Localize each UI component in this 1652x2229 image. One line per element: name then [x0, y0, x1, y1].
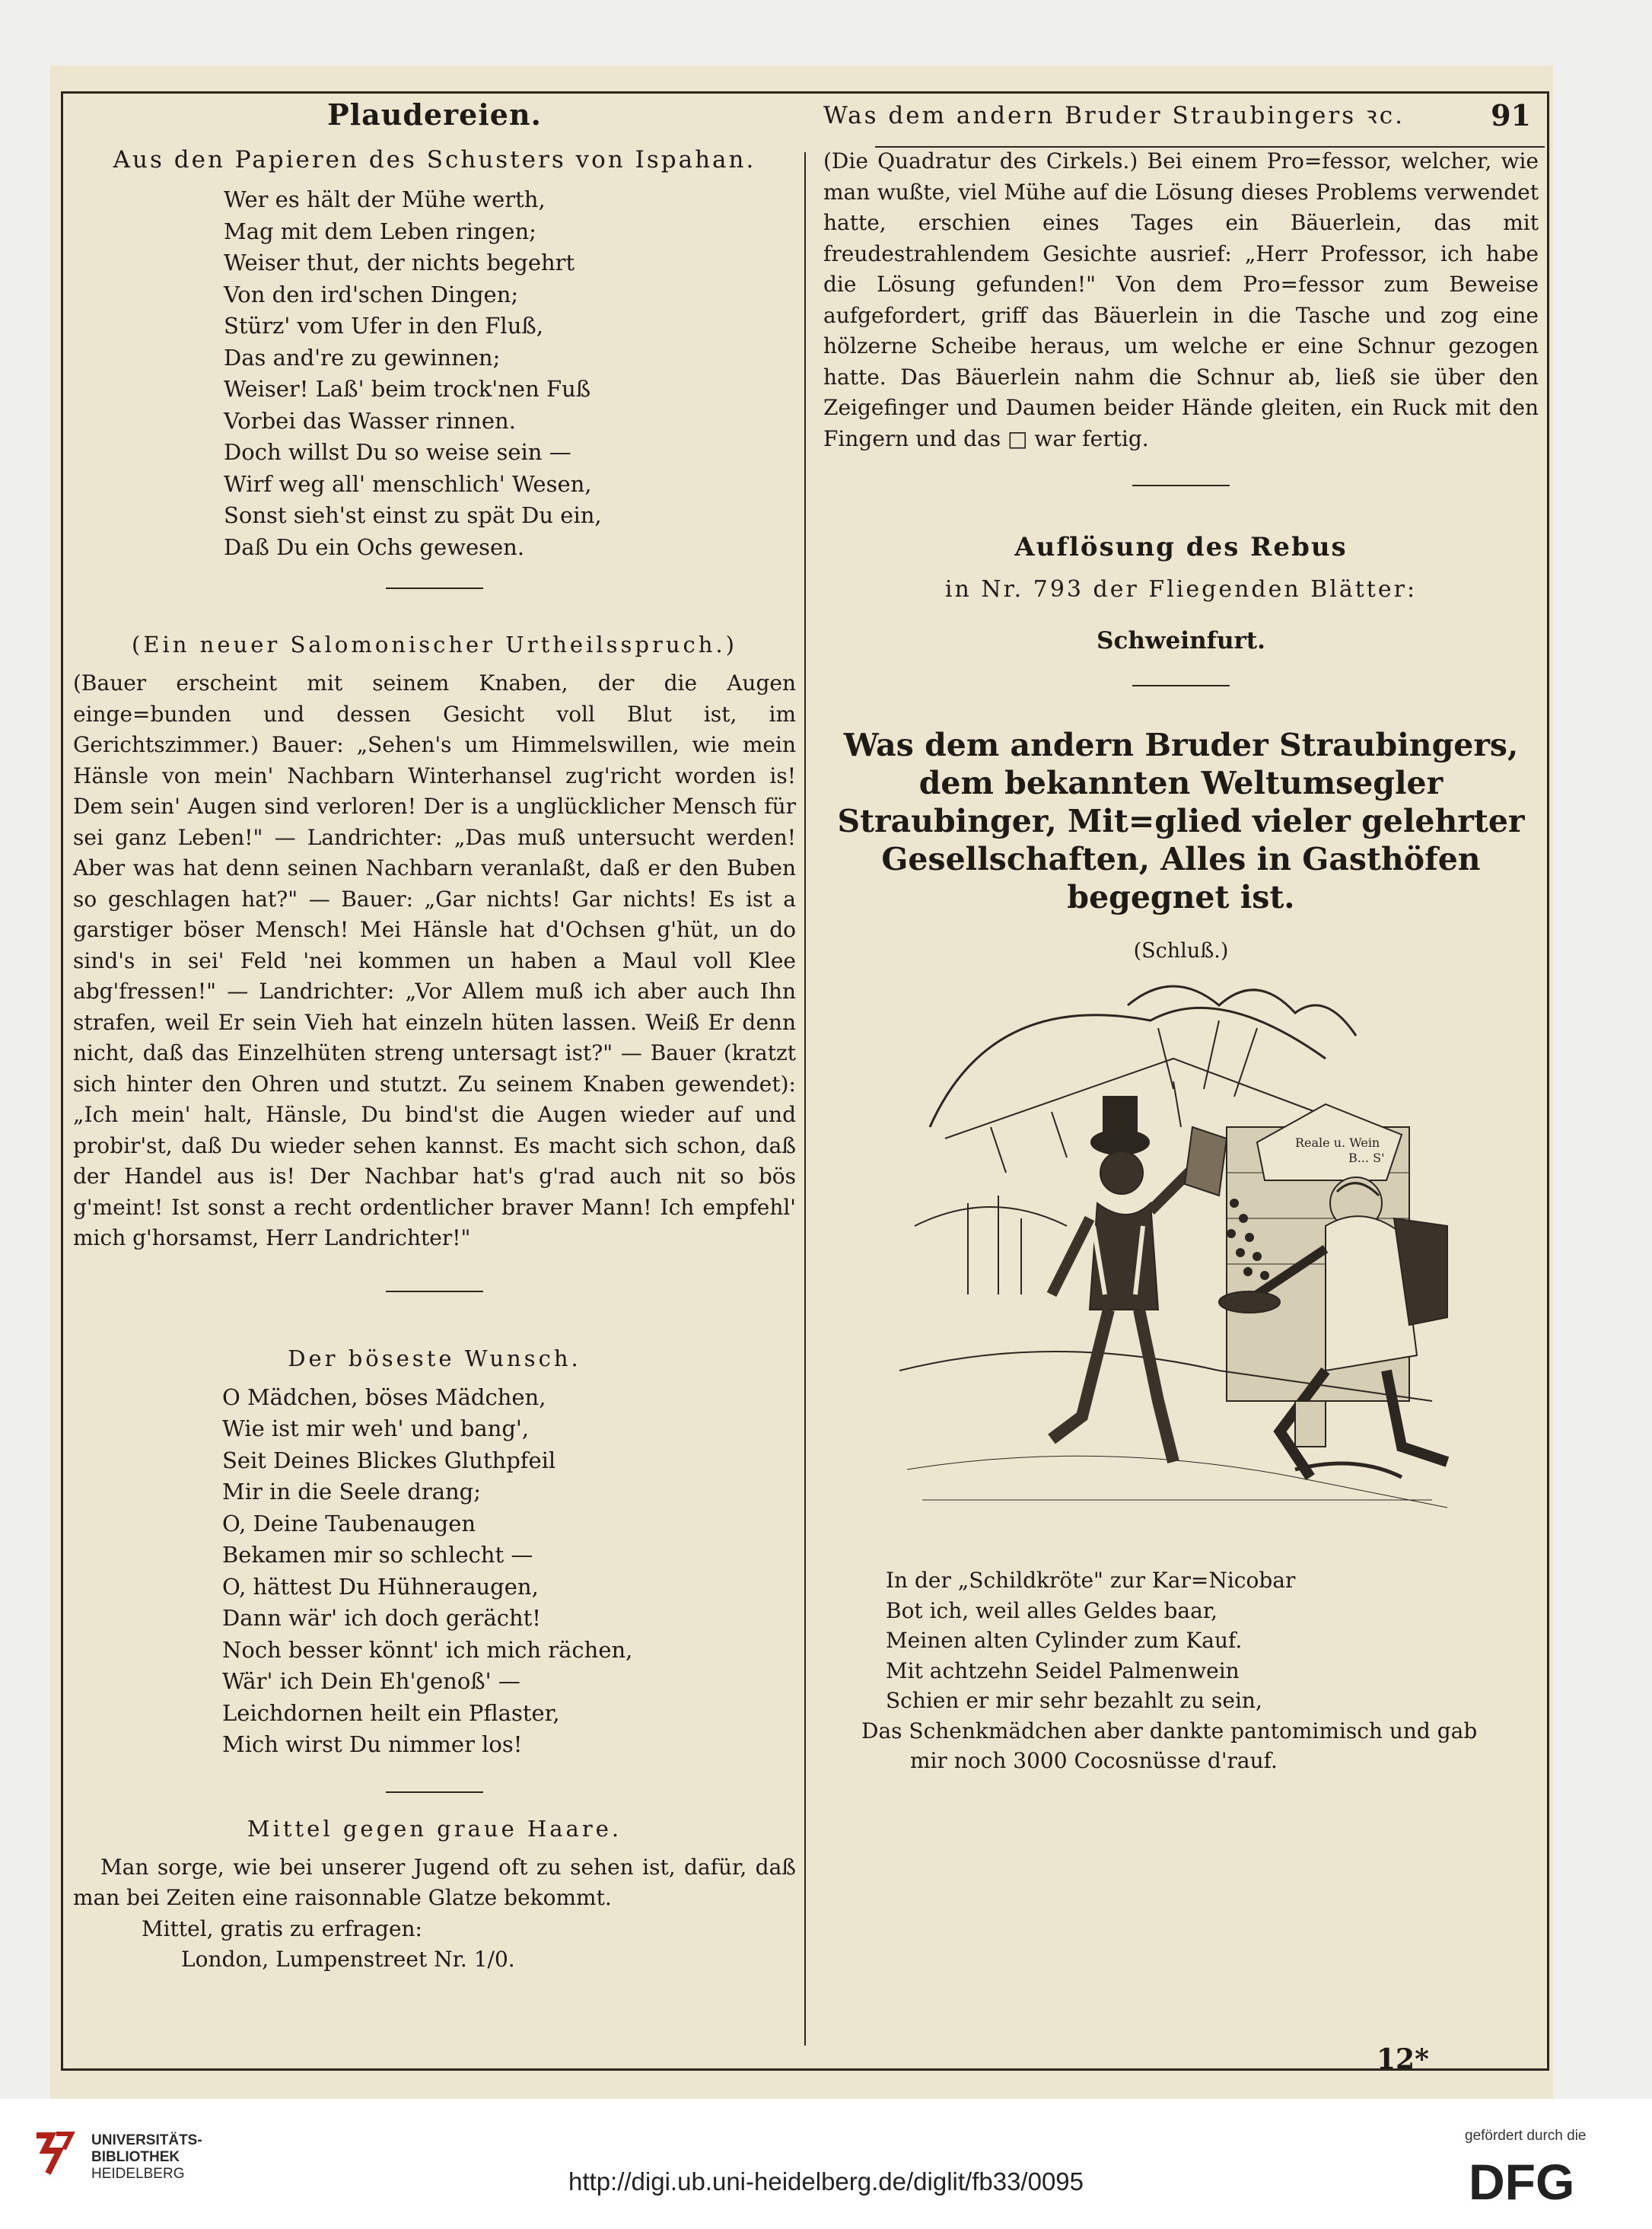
permalink-url[interactable]: http://digi.ub.uni-heidelberg.de/diglit/fb33/0095 [568, 2167, 1084, 2196]
section3-title: Der böseste Wunsch. [288, 1345, 581, 1371]
verse-line: O, Deine Taubenaugen [222, 1510, 476, 1536]
poem1-subtitle: Aus den Papieren des Schusters von Ispahan. [113, 146, 756, 174]
library-name-line: UNIVERSITÄTS- [91, 2132, 202, 2148]
story-note: (Schluß.) [1133, 939, 1229, 963]
running-title-right [823, 91, 1539, 139]
verse-line: Sonst sieh'st einst zu spät Du ein, [224, 502, 602, 528]
verse-line: Meinen alten Cylinder zum Kauf. [886, 1628, 1243, 1653]
verse-line: Schien er mir sehr bezahlt zu sein, [886, 1688, 1262, 1713]
rebus-answer: Schweinfurt. [1097, 627, 1265, 654]
verse-line: Mir in die Seele drang; [222, 1479, 482, 1505]
verse-line: Wär' ich Dein Eh'genoß' — [222, 1668, 520, 1694]
verse-line: O, hättest Du Hühneraugen, [222, 1573, 539, 1600]
verse-line: In der „Schildkröte" zur Kar=Nicobar [886, 1568, 1296, 1593]
poem1 [73, 184, 796, 563]
verse-line: Doch willst Du so weise sein — [224, 439, 571, 465]
story-title: Was dem andern Bruder Straubingers, dem bekannten Weltumsegler Straubinger, Mit=glied vieler gelehrter Gesellschaften, Alles in Gasthöfen begegnet ist. [837, 727, 1525, 915]
verse-line: Noch besser könnt' ich mich rächen, [222, 1636, 633, 1663]
section-separator [1132, 485, 1230, 486]
verse-line: mir noch 3000 Cocosnüsse d'rauf. [910, 1748, 1278, 1773]
quadratur-text: (Die Quadratur des Cirkels.) Bei einem Pro=fessor, welcher, wie man wußte, viel Mühe auf die Lösung dieses Problems verwendet hatte, erschien eines Tages ein Bäuerlein, das mit freudestrahlendem Gesichte ausrief: „Herr Professor, ich habe die Lösung gefunden!" Von dem Pro=fessor zum Beweise aufgefordert, griff das Bäuerlein in die Tasche und zog eine hölzerne Scheibe heraus, um welche er eine Schnur gezogen hatte. Das Bäuerlein nahm die Schnur ab, ließ sie über den Zeigefinger und Daumen beider Hände gleiten, ein Ruck mit den Fingern und das □ war fertig. [823, 148, 1539, 451]
verse-line: Vorbei das Wasser rinnen. [224, 407, 516, 434]
woodcut-illustration [899, 975, 1463, 1530]
verse-line: Daß Du ein Ochs gewesen. [224, 533, 525, 560]
verse-line: Mich wirst Du nimmer los! [222, 1731, 523, 1757]
right-column [823, 91, 1539, 1776]
page-number: 91 [1491, 97, 1531, 132]
verse-line: Mit achtzehn Seidel Palmenwein [886, 1657, 1240, 1683]
quadratur-body [823, 146, 1539, 454]
verse-line: Wie ist mir weh' und bang', [222, 1415, 530, 1441]
story-verse [823, 1565, 1539, 1776]
verse-line: Dann wär' ich doch gerächt! [222, 1605, 541, 1631]
section-separator [386, 1291, 483, 1292]
dfg-logo-icon[interactable] [1469, 2155, 1621, 2208]
viewer-footer [0, 2099, 1652, 2229]
verse-line: Stürz' vom Ufer in den Fluß, [224, 313, 543, 339]
verse-line: Bot ich, weil alles Geldes baar, [886, 1597, 1218, 1623]
running-title-left: Plaudereien. [327, 97, 542, 132]
section2-body [73, 668, 796, 1254]
sheet-signature: 12* [1377, 2043, 1429, 2075]
dfg-logo-text: DFG [1469, 2155, 1575, 2208]
section-separator [1132, 685, 1230, 686]
section4-body [73, 1852, 796, 1914]
sign-text: Reale u. Wein [1295, 1135, 1380, 1150]
verse-line: Mag mit dem Leben ringen; [224, 218, 536, 244]
verse-line: Seit Deines Blickes Gluthpfeil [222, 1447, 556, 1473]
verse-line: Von den ird'schen Dingen; [224, 281, 519, 307]
verse-line: Wer es hält der Mühe werth, [224, 186, 546, 212]
verse-line: Leichdornen heilt ein Pflaster, [222, 1699, 560, 1726]
library-name-line: HEIDELBERG [91, 2166, 185, 2182]
section-separator [386, 1791, 483, 1793]
section2-title: (Ein neuer Salomonischer Urtheilsspruch.) [132, 632, 737, 658]
verse-line: Das Schenkmädchen aber dankte pantomimisch und gab [861, 1718, 1478, 1743]
section-separator [386, 588, 483, 589]
running-title-text: Was dem andern Bruder Straubingers ꝛc. [823, 102, 1405, 129]
verse-line: Weiser! Laß' beim trock'nen Fuß [224, 376, 591, 402]
closing-line: London, Lumpenstreet Nr. 1/0. [181, 1946, 515, 1972]
verse-line: O Mädchen, böses Mädchen, [222, 1384, 546, 1410]
section2-text: (Bauer erscheint mit seinem Knaben, der die Augen einge=bunden und dessen Gesicht voll Blut ist, im Gerichtszimmer.) Bauer: „Sehen's um Himmelswillen, wie mein Hänsle von mein' Nachbarn Winterhansel zug'richt worden is! Dem sein' Augen sind verloren! Der is a unglücklicher Mensch für sei ganz Leben!" — Landrichter: „Das muß untersucht werden! Aber was hat denn seinen Nachbarn veranlaßt, daß er den Buben so geschlagen hat?" — Bauer: „Gar nichts! Gar nichts! Es ist a garstiger böser Mensch! Mei Hänsle hat d'Ochsen g'hüt, un do sind's in sei' Feld 'nei kommen un haben a Maul voll Klee abg'fressen!" — Landrichter: „Vor Allem muß ich aber auch Ihn strafen, weil Er sein Vieh hat einzeln hüten lassen. Weiß Er denn nicht, daß das Einzelhüten streng untersagt ist?" — Bauer (kratzt sich hinter den Ohren und stutzt. Zu seinem Knaben gewendet): „Ich mein' halt, Hänsle, Du bind'st die Augen wieder auf und probir'st, daß Du wieder sehen kannst. Es macht sich schon, daß der Handel aus is! Der Nachbar hat's g'rad auch nit so bös g'meint! Ist sonst a recht ordentlicher braver Mann! Ich empfehl' mich g'horsamst, Herr Landrichter!" [73, 670, 796, 1250]
rebus-subtitle: in Nr. 793 der Fliegenden Blätter: [944, 576, 1418, 603]
verse-line: Wirf weg all' menschlich' Wesen, [224, 470, 592, 497]
verse-line: Das and're zu gewinnen; [224, 344, 501, 371]
section4-closing [142, 1914, 796, 1975]
section4-title: Mittel gegen graue Haare. [247, 1815, 622, 1842]
library-name-line: BIBLIOTHEK [91, 2149, 180, 2165]
closing-line: Mittel, gratis zu erfragen: [142, 1915, 422, 1941]
verse-line: Weiser thut, der nichts begehrt [224, 250, 575, 275]
verse-line: Bekamen mir so schlecht — [222, 1542, 533, 1568]
poem2 [73, 1382, 796, 1761]
funding-caption: gefördert durch die [1465, 2128, 1587, 2144]
section4-text: Man sorge, wie bei unserer Jugend oft zu sehen ist, dafür, daß man bei Zeiten eine raisonnable Glatze bekommt. [73, 1854, 796, 1910]
left-column [73, 91, 796, 1975]
column-divider [804, 152, 806, 2046]
rebus-title: Auflösung des Rebus [1014, 532, 1348, 562]
sign-text-2: B... S' [1348, 1151, 1385, 1165]
